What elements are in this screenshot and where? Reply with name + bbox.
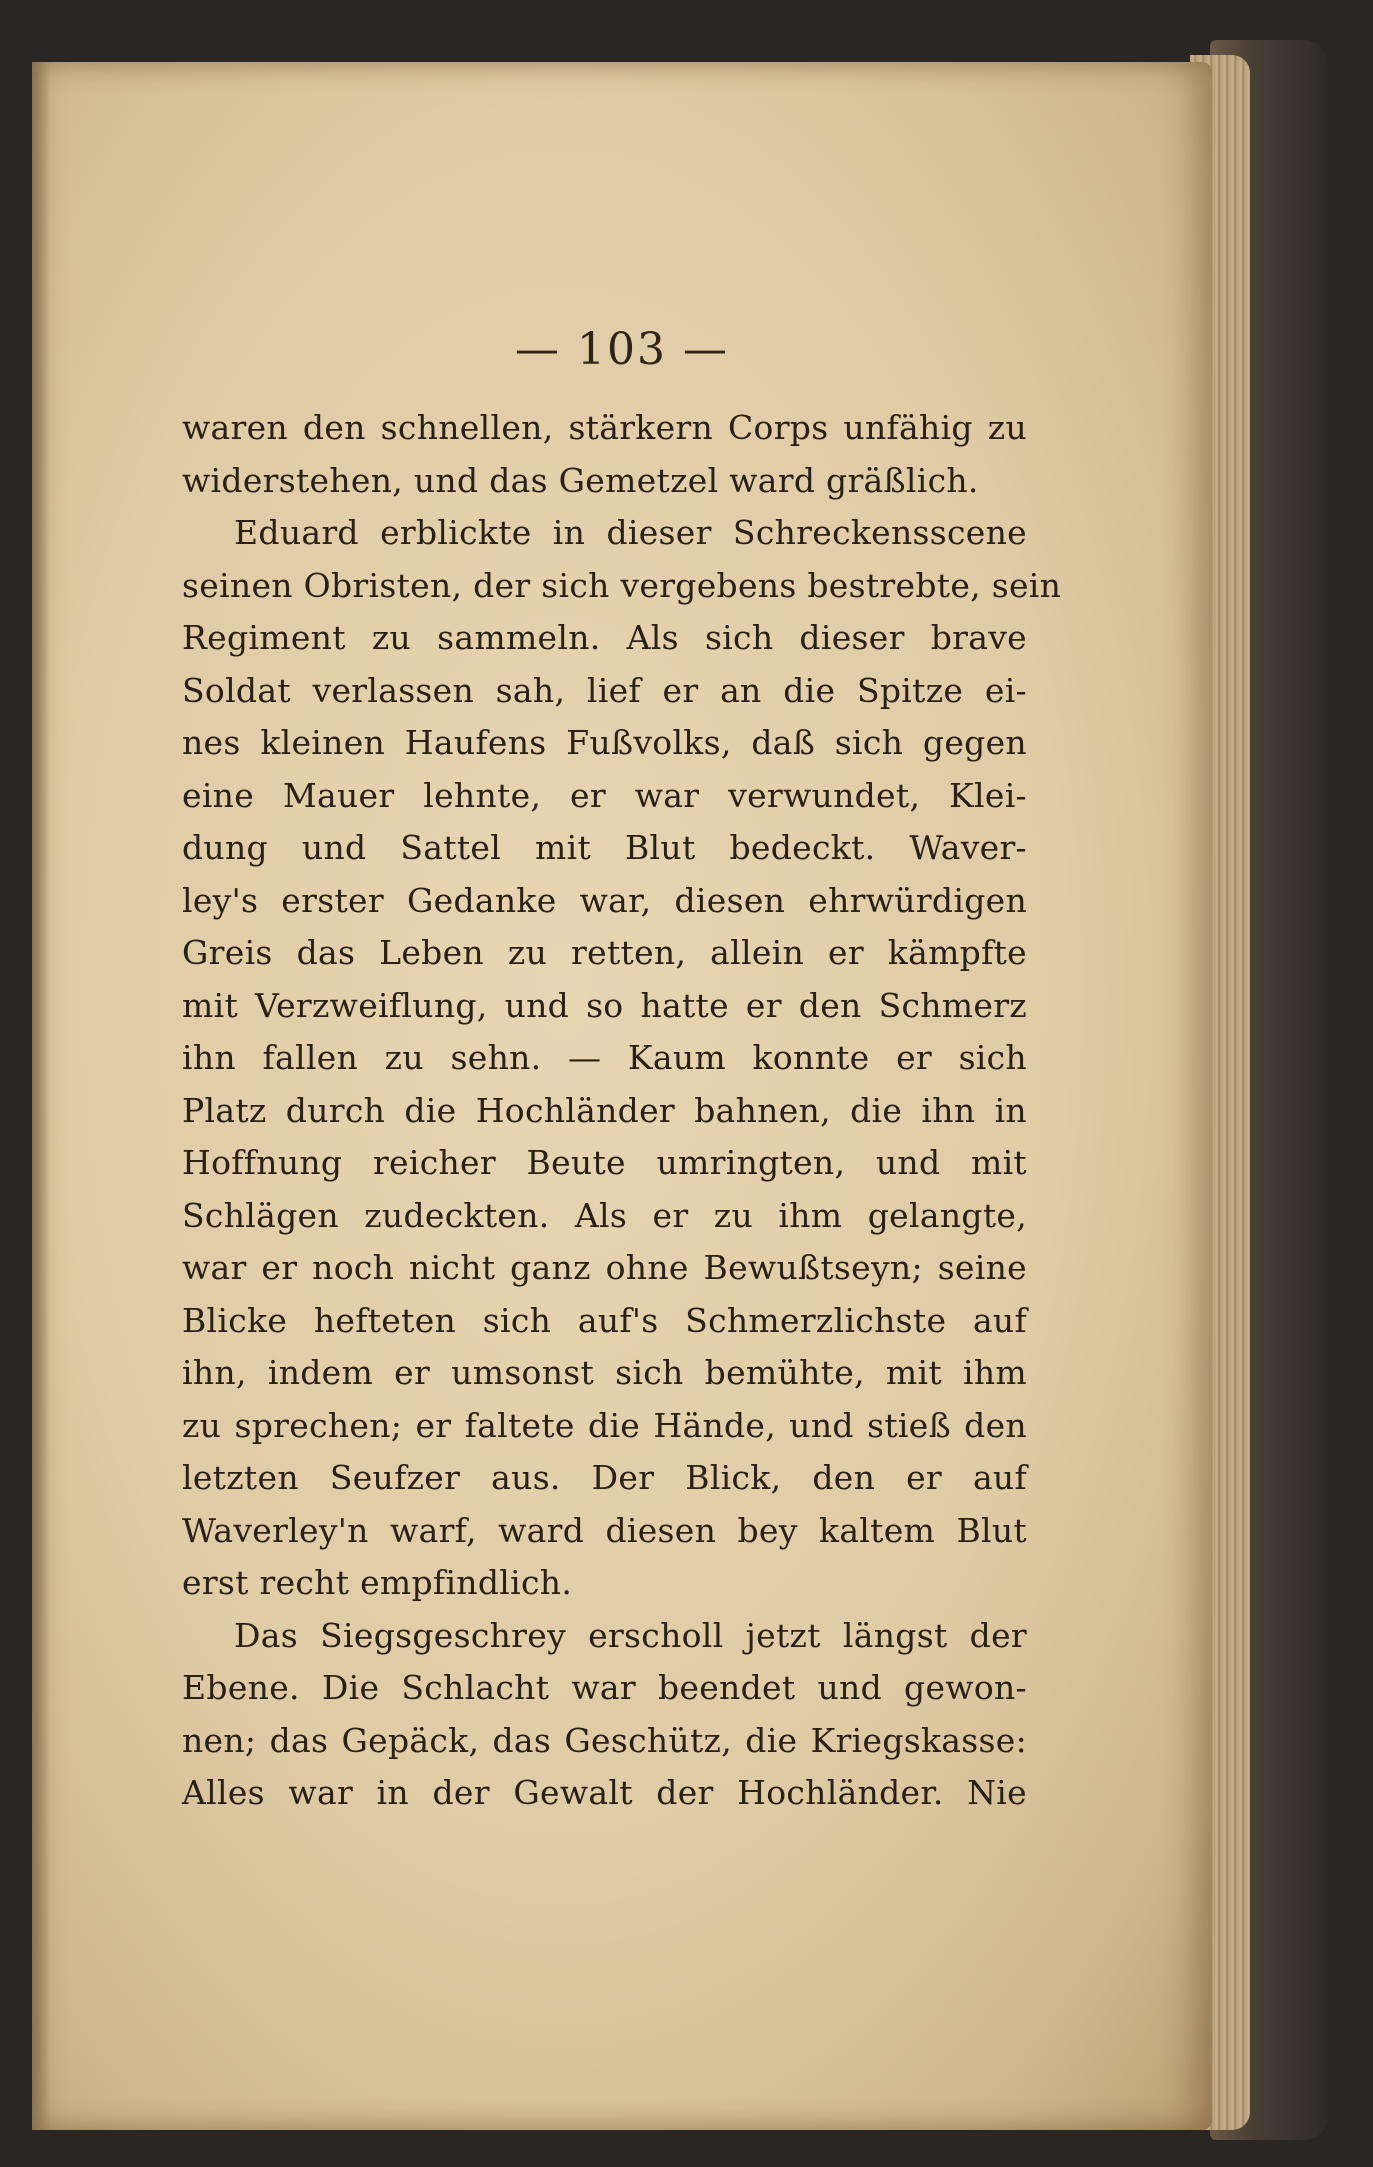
page-number: — 103 — — [515, 324, 729, 375]
text-line: Alles war in der Gewalt der Hochländer. Nie — [182, 1773, 1027, 1812]
text-line: Greis das Leben zu retten, allein er kämpfte — [182, 933, 1027, 972]
text-line: waren den schnellen, stärkern Corps unfähig zu — [182, 408, 1027, 447]
text-line: Hoffnung reicher Beute umringten, und mit — [182, 1143, 1027, 1182]
text-line: Ebene. Die Schlacht war beendet und gewon- — [182, 1668, 1027, 1707]
text-line: erst recht empfindlich. — [182, 1563, 573, 1602]
text-line: ihn fallen zu sehn. — Kaum konnte er sich — [182, 1038, 1027, 1077]
text-line: war er noch nicht ganz ohne Bewußtseyn; seine — [182, 1248, 1027, 1287]
text-line: eine Mauer lehnte, er war verwundet, Klei- — [182, 775, 1027, 815]
book-page — [32, 62, 1212, 2130]
body-text — [182, 402, 1062, 1820]
text-line: seinen Obristen, der sich vergebens bestrebte, sein — [182, 565, 1062, 605]
text-line: Soldat verlassen sah, lief er an die Spitze ei- — [182, 670, 1027, 710]
text-line: Regiment zu sammeln. Als sich dieser brave — [182, 618, 1027, 657]
text-line: Schlägen zudeckten. Als er zu ihm gelangte, — [182, 1195, 1027, 1235]
text-line: Waverley'n warf, ward diesen bey kaltem Blut — [182, 1510, 1027, 1550]
text-line: dung und Sattel mit Blut bedeckt. Waver- — [182, 828, 1027, 867]
text-line: Platz durch die Hochländer bahnen, die ihn in — [182, 1090, 1027, 1130]
text-line: nen; das Gepäck, das Geschütz, die Kriegskasse: — [182, 1720, 1027, 1760]
page-gutter-shadow — [32, 62, 50, 2130]
text-line: ihn, indem er umsonst sich bemühte, mit ihm — [182, 1353, 1027, 1392]
text-line: widerstehen, und das Gemetzel ward gräßlich. — [182, 460, 979, 500]
text-line: mit Verzweiflung, und so hatte er den Schmerz — [182, 985, 1027, 1025]
text-line: ley's erster Gedanke war, diesen ehrwürdigen — [182, 880, 1027, 920]
text-line: letzten Seufzer aus. Der Blick, den er auf — [182, 1458, 1027, 1497]
text-line: nes kleinen Haufens Fußvolks, daß sich gegen — [182, 723, 1027, 762]
text-line: Eduard erblickte in dieser Schreckensscene — [234, 513, 1027, 552]
text-line: Blicke hefteten sich auf's Schmerzlichste auf — [182, 1300, 1027, 1340]
text-line: zu sprechen; er faltete die Hände, und stieß den — [182, 1405, 1027, 1445]
text-line: Das Siegsgeschrey erscholl jetzt längst der — [234, 1615, 1027, 1655]
